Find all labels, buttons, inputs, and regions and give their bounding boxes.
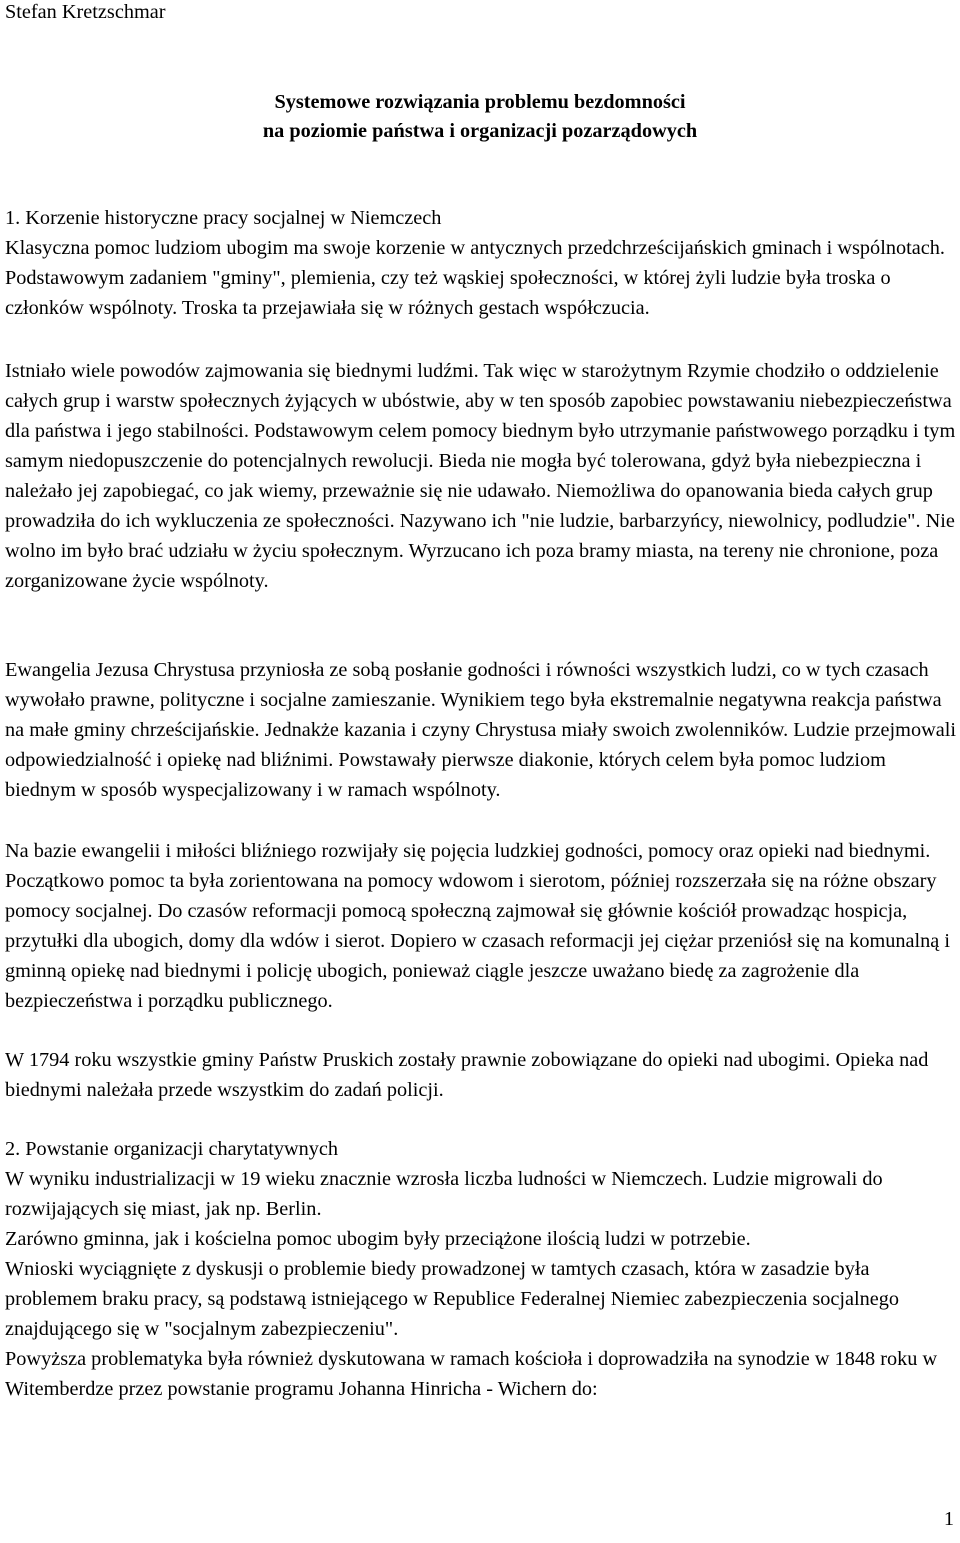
section-2-paragraph: Zarówno gminna, jak i kościelna pomoc ubogim były przeciążone ilością ludzi w potrzebie. [5, 1228, 751, 1250]
section-1-paragraph: Istniało wiele powodów zajmowania się biednymi ludźmi. Tak więc w starożytnym Rzymie chodziło o oddzielenie całych grup i warstw społecznych żyjących w ubóstwie, aby w ten sposób zapobiec powstawaniu niebezpieczeństwa dla państwa i jego stabilności. Podstawowym celem pomocy biednym było utrzymanie państwowego porządku i tym samym niedopuszczenie do potencjalnych rewolucji. Bieda nie mogła być tolerowana, gdyż była niebezpieczna i należało jej zapobiegać, co jak wiemy, przeważnie się nie udawało. Niemożliwa do opanowania bieda całych grup prowadziła do ich wykluczenia ze społeczności. Nazywano ich "nie ludzie, barbarzyńcy, niewolnicy, podludzie". Nie wolno im było brać udziału w życiu społecznym. Wyrzucano ich poza bramy miasta, na tereny nie chronione, poza zorganizowane życie wspólnoty. [5, 360, 956, 592]
section-2-paragraph: Wnioski wyciągnięte z dyskusji o problemie biedy prowadzonej w tamtych czasach, która w zasadzie była problemem braku pracy, są podstawą istniejącego w Republice Federalnej Niemiec zabezpieczenia socjalnego znajdującego się w "socjalnym zabezpieczeniu". [5, 1258, 900, 1340]
author-name: Stefan Kretzschmar [5, 1, 166, 23]
section-2-paragraph: W wyniku industrializacji w 19 wieku znacznie wzrosła liczba ludności w Niemczech. Ludzie migrowali do rozwijających się miast, jak np. Berlin. [5, 1168, 883, 1220]
section-1-paragraph: Ewangelia Jezusa Chrystusa przyniosła ze sobą posłanie godności i równości wszystkich ludzi, co w tych czasach wywołało prawne, polityczne i socjalne zamieszanie. Wynikiem tego była ekstremalnie negatywna reakcja państwa na małe gminy chrześcijańskie. Jednakże kazania i czyny Chrystusa miały swoich zwolenników. Ludzie przejmowali odpowiedzialność i opiekę nad bliźnimi. Powstawały pierwsze diakonie, których celem była pomoc ludziom biednym w sposób wyspecjalizowany i w ramach wspólnoty. [5, 659, 957, 801]
page-number: 1 [943, 1508, 954, 1530]
document-title-line-1: Systemowe rozwiązania problemu bezdomności [274, 91, 686, 113]
section-1-paragraph: Na bazie ewangelii i miłości bliźniego rozwijały się pojęcia ludzkiej godności, pomocy oraz opieki nad biednymi. Początkowo pomoc ta była zorientowana na pomocy wdowom i sierotom, później rozszerzała się na różne obszary pomocy socjalnej. Do czasów reformacji pomocą społeczną zajmował się głównie kościół prowadząc hospicja, przytułki dla ubogich, domy dla wdów i sierot. Dopiero w czasach reformacji jej ciężar przeniósł się na komunalną i gminną opiekę nad biednymi i policję ubogich, ponieważ ciągle jeszcze uważano biedę za zagrożenie dla bezpieczeństwa i porządku publicznego. [5, 840, 951, 1012]
section-1-paragraph: W 1794 roku wszystkie gminy Państw Pruskich zostały prawnie zobowiązane do opieki nad ubogimi. Opieka nad biednymi należała przede wszystkim do zadań policji. [5, 1049, 929, 1101]
section-2-paragraph: Powyższa problematyka była również dyskutowana w ramach kościoła i doprowadziła na synodzie w 1848 roku w Witemberdze przez powstanie programu Johanna Hinricha - Wichern do: [5, 1348, 938, 1400]
section-2-heading: 2. Powstanie organizacji charytatywnych [5, 1138, 339, 1160]
document-title-line-2: na poziomie państwa i organizacji pozarządowych [262, 120, 698, 142]
section-1-paragraph: Klasyczna pomoc ludziom ubogim ma swoje korzenie w antycznych przedchrześcijańskich gminach i wspólnotach. Podstawowym zadaniem "gminy", plemienia, czy też wąskiej społeczności, w której żyli ludzie była troska o członków wspólnoty. Troska ta przejawiała się w różnych gestach współczucia. [5, 237, 945, 319]
section-1-heading: 1. Korzenie historyczne pracy socjalnej w Niemczech [5, 207, 442, 229]
